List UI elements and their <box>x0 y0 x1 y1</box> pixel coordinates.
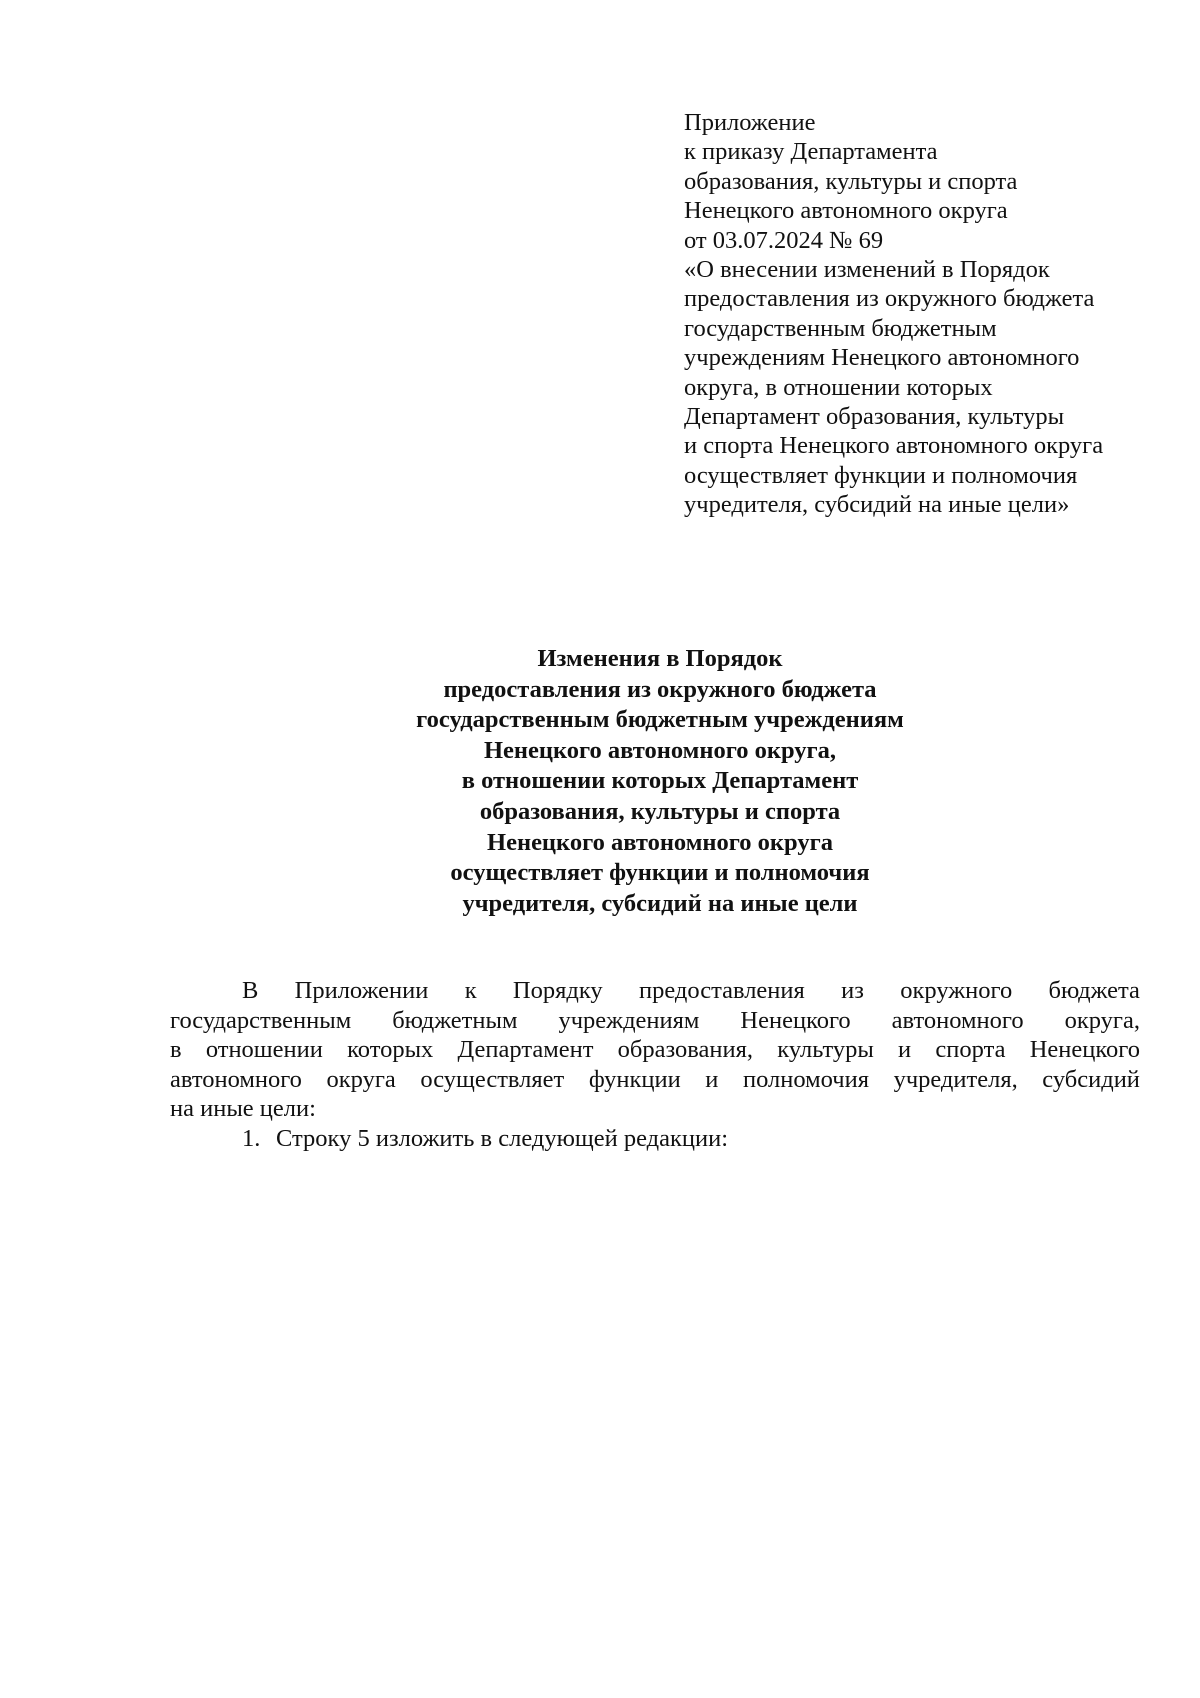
paragraph-line <box>170 976 1140 1006</box>
appendix-line: государственным бюджетным <box>684 314 997 342</box>
paragraph-line: на иные цели: <box>170 1095 316 1122</box>
list-item-text: Строку 5 изложить в следующей редакции: <box>276 1124 729 1152</box>
title-line: Ненецкого автономного округа, <box>483 736 837 764</box>
title-line: учредителя, субсидий на иные цели <box>462 889 858 917</box>
appendix-line: Приложение <box>684 109 816 136</box>
word: В <box>242 977 259 1004</box>
word: спорта <box>935 1036 1006 1063</box>
appendix-line: Ненецкого автономного округа <box>684 197 1008 225</box>
word: Приложении <box>294 977 429 1004</box>
word: которых <box>347 1036 434 1063</box>
word: округа <box>326 1065 396 1093</box>
word: функции <box>588 1065 681 1093</box>
title-line: Ненецкого автономного округа <box>487 828 833 856</box>
word: отношении <box>205 1036 323 1063</box>
paragraph-line <box>170 1035 1140 1065</box>
word: автономного <box>170 1065 302 1093</box>
word: учреждениям <box>558 1006 700 1034</box>
title-line: осуществляет функции и полномочия <box>450 859 870 887</box>
intro-paragraph <box>170 976 1140 1124</box>
word: из <box>841 977 864 1004</box>
document-title <box>300 644 1020 919</box>
word: округа, <box>1064 1006 1140 1034</box>
word: полномочия <box>743 1065 869 1093</box>
title-line: в отношении которых Департамент <box>461 767 859 795</box>
paragraph-line <box>170 1006 1140 1036</box>
word: Департамент <box>457 1036 594 1063</box>
word: Ненецкого <box>1029 1036 1140 1063</box>
paragraph-line <box>170 1065 1140 1095</box>
appendix-line: предоставления из окружного бюджета <box>684 285 1095 313</box>
appendix-line: и спорта Ненецкого автономного округа <box>684 432 1104 460</box>
title-line: образования, культуры и спорта <box>479 797 841 825</box>
word: и <box>705 1065 719 1093</box>
word: автономного <box>891 1006 1024 1034</box>
word: Ненецкого <box>740 1006 851 1034</box>
appendix-line: учредителя, субсидий на иные цели» <box>684 491 1070 519</box>
title-line: Изменения в Порядок <box>537 645 783 672</box>
word: осуществляет <box>420 1065 565 1093</box>
appendix-line: Департамент образования, культуры <box>684 403 1065 431</box>
appendix-line: «О внесении изменений в Порядок <box>684 256 1050 284</box>
title-line: предоставления из окружного бюджета <box>443 675 877 703</box>
list-item <box>170 1124 1140 1154</box>
word: предоставления <box>638 977 805 1004</box>
appendix-line: округа, в отношении которых <box>684 373 993 401</box>
word: окружного <box>900 977 1013 1004</box>
document-body <box>170 976 1140 1153</box>
list-item-number: 1. <box>242 1124 261 1152</box>
word: учредителя, <box>893 1065 1018 1093</box>
appendix-line: к приказу Департамента <box>684 138 938 166</box>
word: культуры <box>777 1036 874 1063</box>
appendix-line: учреждениям Ненецкого автономного <box>684 344 1080 372</box>
appendix-header <box>684 108 1164 520</box>
word: бюджетным <box>392 1006 518 1034</box>
word: к <box>464 977 477 1004</box>
word: образования, <box>617 1036 754 1063</box>
word: и <box>898 1036 912 1063</box>
word: бюджета <box>1048 977 1140 1004</box>
word: в <box>170 1036 182 1063</box>
word: субсидий <box>1042 1065 1140 1093</box>
word: Порядку <box>512 977 603 1004</box>
appendix-date-number: от 03.07.2024 № 69 <box>684 226 884 254</box>
appendix-line: осуществляет функции и полномочия <box>684 461 1078 489</box>
word: государственным <box>170 1006 352 1034</box>
title-line: государственным бюджетным учреждениям <box>416 706 904 734</box>
appendix-line: образования, культуры и спорта <box>684 167 1018 195</box>
